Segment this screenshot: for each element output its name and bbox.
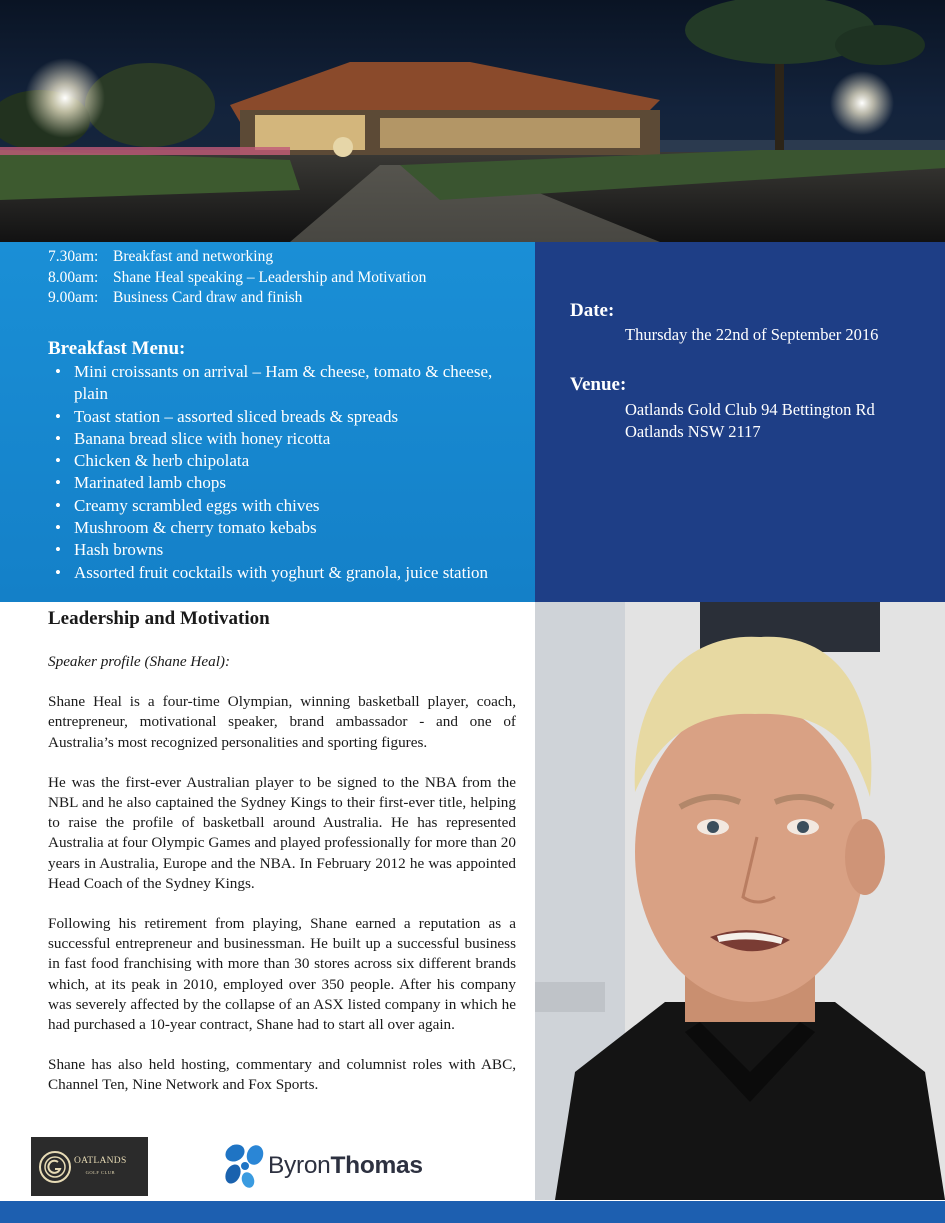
event-details-panel: [535, 242, 945, 602]
venue-address-line2: Oatlands NSW 2117: [625, 422, 761, 441]
menu-item: • Assorted fruit cocktails with yoghurt & granola, juice station: [52, 562, 522, 584]
breakfast-menu-list: [52, 361, 522, 584]
clubhouse-night-photo: [0, 0, 945, 242]
menu-item: • Hash browns: [52, 539, 522, 561]
schedule-item: Business Card draw and finish: [113, 289, 303, 306]
article-paragraph: Shane has also held hosting, commentary and columnist roles with ABC, Channel Ten, Nine Network and Fox Sports.: [48, 1056, 516, 1094]
menu-item: • Banana bread slice with honey ricotta: [52, 428, 522, 450]
menu-item: • Mushroom & cherry tomato kebabs: [52, 517, 522, 539]
date-value: Thursday the 22nd of September 2016: [625, 325, 879, 344]
article-paragraph: Shane Heal is a four-time Olympian, winning basketball player, coach, entrepreneur, motivational speaker, brand ambassador - and one of Australia’s most recognized personalities and sporting figures.: [48, 693, 516, 751]
breakfast-menu-heading: Breakfast Menu:: [48, 338, 186, 359]
oatlands-crest-icon: [38, 1150, 72, 1184]
speaker-photo: [535, 602, 945, 1200]
oatlands-subtitle: GOLF CLUB: [85, 1169, 115, 1175]
oatlands-name: OATLANDS: [74, 1155, 127, 1166]
speaker-portrait: [535, 602, 945, 1200]
article-paragraph: He was the first-ever Australian player to be signed to the NBA from the NBL and he also captained the Sydney Kings to their first-ever title, helping to raise the profile of basketball around Australia. He has represented Australia at four Olympic Games and played professionally for more than 20 years in Australia, Europe and the NBA. In February 2012 he was appointed Head Coach of the Sydney Kings.: [48, 773, 516, 892]
byron-thomas-logo: [222, 1140, 423, 1192]
schedule-row: [48, 247, 426, 268]
schedule-time: 9.00am:: [48, 289, 99, 306]
oatlands-logo-text: [74, 1156, 127, 1178]
footer-bar: [0, 1201, 945, 1223]
venue-address-line1: Oatlands Gold Club 94 Bettington Rd: [625, 400, 875, 419]
schedule-item: Shane Heal speaking – Leadership and Motivation: [113, 268, 427, 286]
menu-item: • Toast station – assorted sliced breads & spreads: [52, 406, 522, 428]
oatlands-golf-club-logo: [31, 1137, 148, 1196]
thomas-text: Thomas: [330, 1152, 423, 1179]
venue-label: Venue:: [570, 374, 627, 395]
byron-text: Byron: [268, 1152, 331, 1179]
schedule-item: Breakfast and networking: [113, 248, 274, 265]
event-schedule: [48, 247, 426, 309]
article-title: Leadership and Motivation: [48, 608, 270, 629]
schedule-time: 7.30am:: [48, 248, 99, 265]
byron-thomas-petal-icon: [222, 1142, 266, 1190]
schedule-time: 8.00am:: [48, 268, 99, 286]
schedule-row: [48, 288, 426, 309]
menu-item: • Marinated lamb chops: [52, 472, 522, 494]
date-label: Date:: [570, 300, 615, 321]
article-paragraph: Following his retirement from playing, Shane earned a reputation as a successful entrepreneur and businessman. He built up a successful business in fast food franchising with more than 30 stores across six different brands which, at its peak in 2010, employed over 350 people. After his company was severely affected by the collapse of an ASX listed company in which he had purchased a 10-year contract, Shane had to start all over again.: [48, 915, 516, 1034]
menu-item: • Mini croissants on arrival – Ham & cheese, tomato & cheese, plain: [52, 361, 522, 406]
schedule-menu-panel: [0, 242, 535, 602]
speaker-profile-label: Speaker profile (Shane Heal):: [48, 653, 231, 670]
menu-item: • Creamy scrambled eggs with chives: [52, 495, 522, 517]
byron-thomas-wordmark: [268, 1152, 423, 1180]
speaker-article: [48, 607, 516, 1116]
hero-photo: [0, 0, 945, 242]
menu-item: • Chicken & herb chipolata: [52, 450, 522, 472]
schedule-row: [48, 268, 426, 289]
